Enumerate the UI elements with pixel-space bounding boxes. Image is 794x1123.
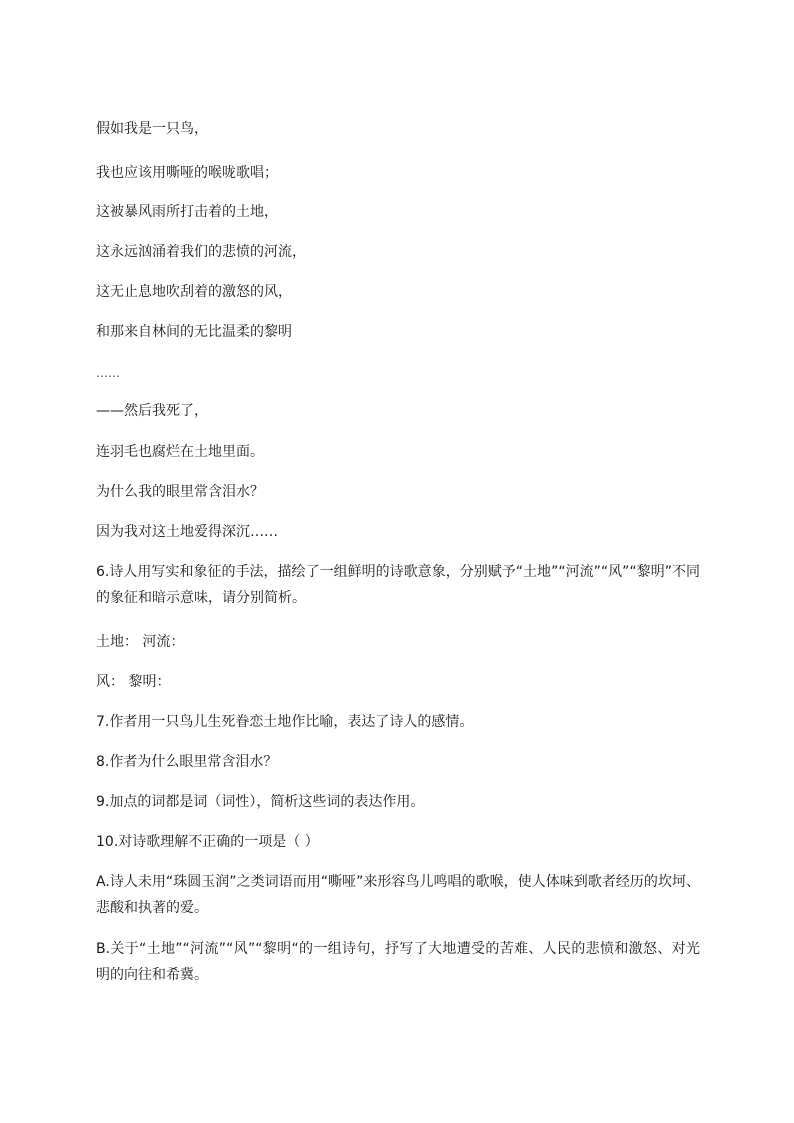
poem-line: 和那来自林间的无比温柔的黎明 bbox=[96, 324, 292, 340]
poem-line: 这无止息地吹刮着的激怒的风， bbox=[96, 284, 292, 300]
poem-line: 因为我对这土地爱得深沉…… bbox=[96, 524, 278, 540]
poem-line: 我也应该用嘶哑的喉咙歌唱； bbox=[96, 165, 278, 181]
question-7: 7.作者用一只鸟儿生死眷恋土地作比喻，表达了诗人的感情。 bbox=[96, 714, 474, 730]
poem-line: 这被暴风雨所打击着的土地， bbox=[96, 204, 278, 220]
question-6-answer-line-2: 风： 黎明： bbox=[96, 674, 171, 690]
question-9: 9.加点的词都是词（词性），简析这些词的表达作用。 bbox=[96, 794, 425, 810]
poem-line: 假如我是一只鸟， bbox=[96, 121, 208, 137]
question-6: 6.诗人用写实和象征的手法，描绘了一组鲜明的诗歌意象，分别赋予“土地”“河流”“风”“黎明”不同的象征和暗示意味，请分别简析。 bbox=[96, 564, 700, 606]
poem-line: ——然后我死了， bbox=[96, 403, 208, 419]
option-b: B.关于“土地”“河流”“风”“黎明“的一组诗句，抒写了大地遭受的苦难、人民的悲愤和激怒、对光明的向往和希冀。 bbox=[96, 941, 700, 983]
question-6-answer-line-1: 土地： 河流： bbox=[96, 634, 185, 650]
poem-line: 连羽毛也腐烂在土地里面。 bbox=[96, 444, 264, 460]
question-10: 10.对诗歌理解不正确的一项是（ ） bbox=[96, 834, 319, 850]
poem-line: 为什么我的眼里常含泪水？ bbox=[96, 484, 264, 500]
question-8: 8.作者为什么眼里常含泪水？ bbox=[96, 754, 278, 770]
option-a: A.诗人未用“珠圆玉润”之类词语而用“嘶哑”来形容鸟儿鸣唱的歌喉，使人体味到歌者经历的坎坷、悲酸和执著的爱。 bbox=[96, 874, 700, 916]
poem-line: 这永远汹涌着我们的悲愤的河流， bbox=[96, 244, 306, 260]
poem-ellipsis: …… bbox=[96, 366, 120, 380]
